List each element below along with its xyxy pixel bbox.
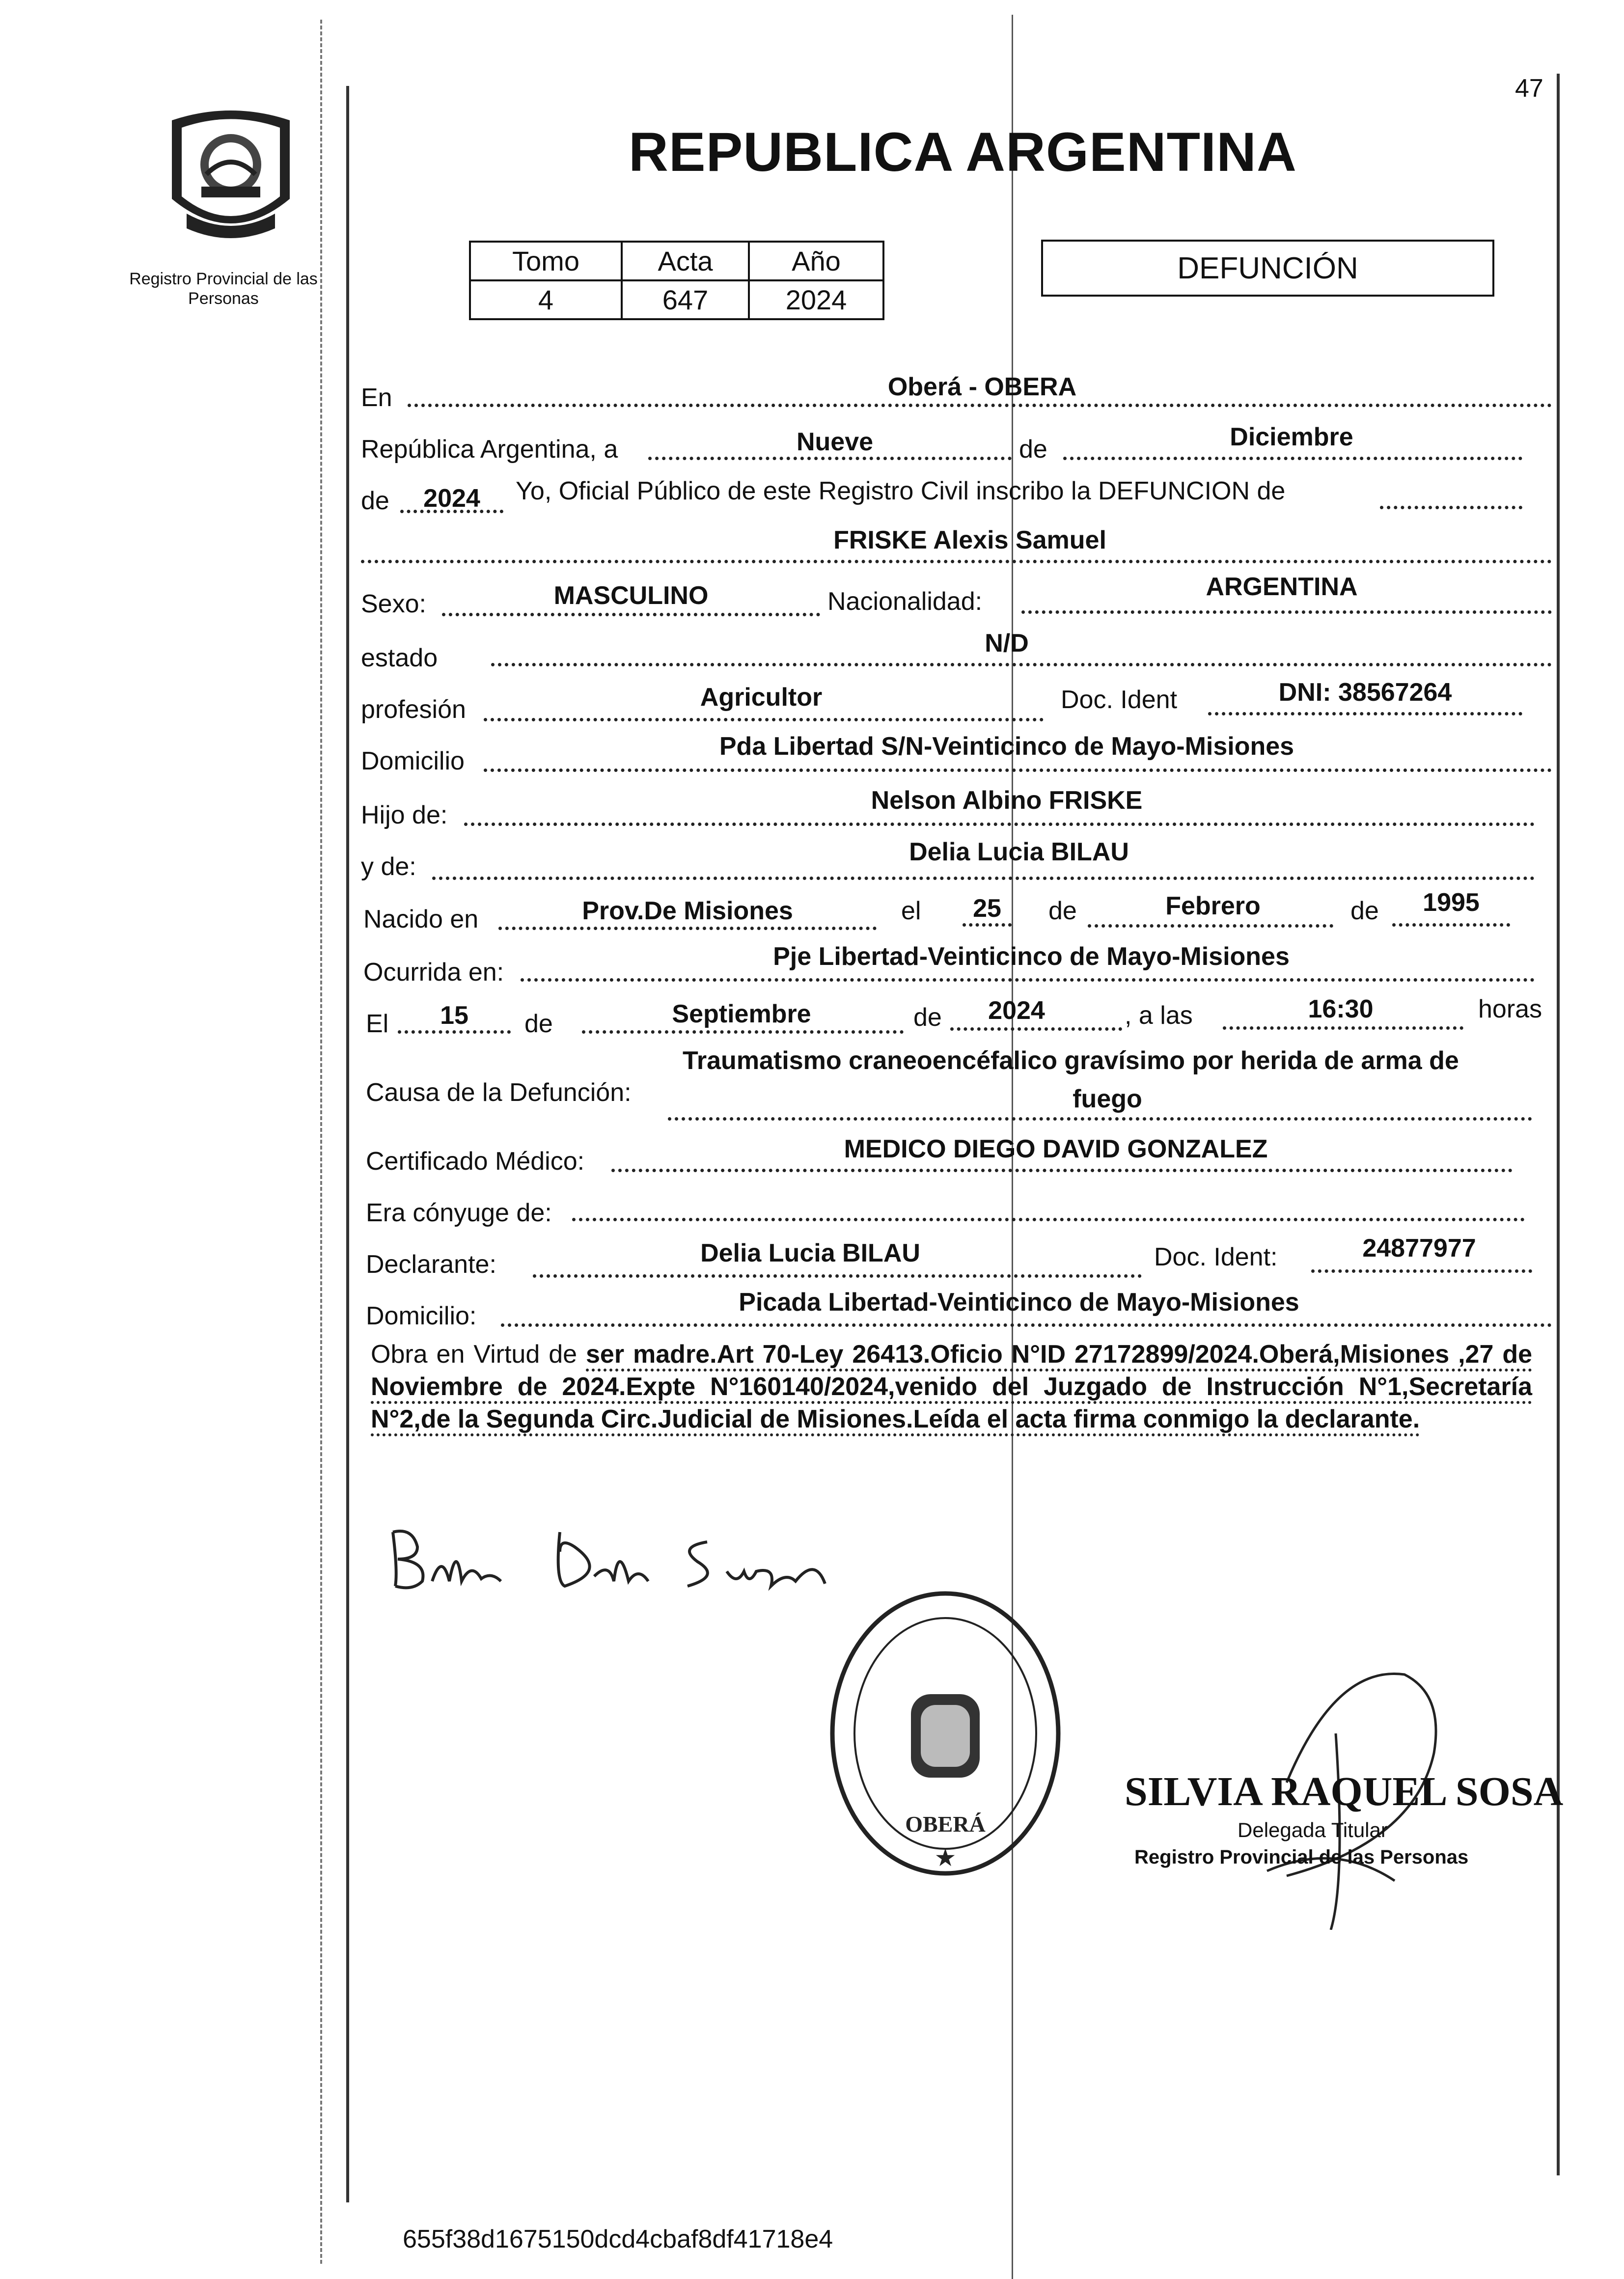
nac-mes-value: Febrero [1165, 892, 1261, 920]
label-nacido-en: Nacido en [363, 905, 479, 934]
dotline-ocurrida [521, 978, 1535, 982]
madre-value: Delia Lucia BILAU [909, 838, 1129, 866]
label-doc-ident-declarante: Doc. Ident: [1154, 1243, 1278, 1271]
dotline-nacionalidad [1021, 610, 1552, 614]
anio-value: 2024 [749, 280, 883, 319]
svg-text:OBERÁ: OBERÁ [905, 1812, 986, 1837]
dotline-conyuge [572, 1218, 1525, 1221]
dotline-def-mes [582, 1030, 904, 1034]
label-conyuge: Era cónyuge de: [366, 1199, 552, 1227]
dotline-causa [668, 1117, 1532, 1121]
right-margin-rule [1557, 74, 1560, 2175]
label-sexo: Sexo: [361, 590, 426, 618]
label-de-mes: de [1019, 435, 1047, 464]
label-horas: horas [1478, 995, 1542, 1023]
nac-anio-value: 1995 [1423, 888, 1480, 917]
dotline-nac-anio [1392, 923, 1510, 927]
dotline-nacido-en [498, 927, 877, 930]
declarante-domicilio-value: Picada Libertad-Veinticinco de Mayo-Misiones [739, 1288, 1299, 1317]
certificado-value: MEDICO DIEGO DAVID GONZALEZ [844, 1135, 1268, 1163]
profesion-value: Agricultor [700, 683, 823, 712]
label-en: En [361, 384, 392, 412]
label-de-anio: de [361, 487, 389, 515]
label-nac-de1: de [1048, 897, 1077, 925]
record-type-box: DEFUNCIÓN [1041, 240, 1494, 297]
acta-value: 647 [622, 280, 749, 319]
acta-header: Acta [622, 242, 749, 280]
nombre-value: FRISKE Alexis Samuel [833, 526, 1106, 554]
label-estado: estado [361, 644, 438, 672]
label-causa: Causa de la Defunción: [366, 1078, 632, 1107]
label-def-de2: de [913, 1003, 942, 1032]
province-seal-icon [152, 101, 309, 248]
dotline-def-anio [950, 1027, 1122, 1031]
anio-value-text: 2024 [423, 484, 480, 513]
anio-header: Año [749, 242, 883, 280]
dotline-profesion [484, 718, 1044, 721]
dia-value: Nueve [796, 428, 874, 456]
dotline-declarante [533, 1274, 1142, 1278]
left-dashed-rule [320, 20, 322, 2264]
registry-table [469, 241, 884, 320]
label-y-de: y de: [361, 852, 416, 881]
nacido-en-value: Prov.De Misiones [582, 897, 793, 925]
nacionalidad-value: ARGENTINA [1206, 573, 1358, 601]
label-certificado: Certificado Médico: [366, 1147, 585, 1176]
declarante-doc-value: 24877977 [1362, 1234, 1476, 1263]
dotline-estado [491, 663, 1552, 666]
observaciones [371, 1338, 1532, 1435]
label-republica: República Argentina, a [361, 435, 618, 464]
label-def-de1: de [524, 1010, 553, 1038]
padre-value: Nelson Albino FRISKE [871, 786, 1143, 815]
dotline-mes [1063, 457, 1522, 460]
tomo-value: 4 [470, 280, 622, 319]
official-role: Delegada Titular [1238, 1818, 1388, 1841]
declarant-signature [383, 1512, 854, 1611]
left-margin-rule [346, 86, 349, 2202]
page-number: 47 [1515, 74, 1543, 103]
registry-stamp [827, 1591, 1063, 1886]
dotline-madre [432, 877, 1535, 880]
official-name: SILVIA RAQUEL SOSA [1125, 1769, 1564, 1814]
label-yo-oficial: Yo, Oficial Público de este Registro Civil inscribo la DEFUNCION de [516, 477, 1286, 505]
label-el: El [366, 1010, 389, 1038]
label-nacionalidad: Nacionalidad: [827, 587, 983, 616]
dotline-nac-mes [1088, 924, 1333, 928]
tomo-header: Tomo [470, 242, 622, 280]
def-mes-value: Septiembre [672, 1000, 811, 1028]
dotline-def-dia [398, 1030, 511, 1034]
label-obra: Obra en Virtud de [371, 1340, 578, 1369]
label-declarante: Declarante: [366, 1250, 496, 1279]
label-domicilio-declarante: Domicilio: [366, 1302, 477, 1330]
observaciones-text: ser madre.Art 70-Ley 26413.Oficio N°ID 27172899/2024.Oberá,Misiones ,27 de Noviembre de 2024.Expte N°160140/2024,venido del Juzgado de Instrucción N°1,Secretaría N°2,de la Segunda Circ.Judicial de Misiones.Leída el acta firma conmigo la declarante. [371, 1340, 1532, 1436]
dotline-declarante-domicilio [501, 1323, 1552, 1327]
dni-value: DNI: 38567264 [1278, 678, 1452, 707]
label-domicilio: Domicilio [361, 747, 465, 775]
def-anio-value: 2024 [988, 996, 1045, 1025]
nac-dia-value: 25 [973, 894, 1001, 923]
dotline-padre [464, 823, 1535, 826]
causa-line1: Traumatismo craneoencéfalico gravísimo por herida de arma de [683, 1046, 1459, 1075]
def-hora-value: 16:30 [1308, 995, 1374, 1023]
causa-line2: fuego [1073, 1085, 1142, 1113]
dotline-sexo [442, 613, 820, 616]
dotline-domicilio [484, 769, 1552, 772]
def-dia-value: 15 [440, 1001, 468, 1030]
sexo-value: MASCULINO [553, 581, 709, 610]
label-nac-de2: de [1350, 897, 1379, 925]
ocurrida-en-value: Pje Libertad-Veinticinco de Mayo-Misiones [773, 942, 1290, 971]
page-title: REPUBLICA ARGENTINA [629, 121, 1297, 183]
dotline-certificado [611, 1169, 1513, 1172]
dotline-yo [1380, 506, 1522, 509]
label-a-las: , a las [1125, 1001, 1193, 1030]
dotline-declarante-doc [1311, 1269, 1532, 1273]
estado-value: N/D [985, 629, 1029, 658]
dotline-lugar [408, 404, 1552, 407]
official-org: Registro Provincial de las Personas [1134, 1846, 1469, 1868]
mes-value: Diciembre [1230, 423, 1353, 451]
svg-text:★: ★ [934, 1844, 957, 1871]
domicilio-value: Pda Libertad S/N-Veinticinco de Mayo-Misiones [719, 732, 1294, 761]
dotline-nac-dia [963, 923, 1012, 927]
declarante-value: Delia Lucia BILAU [700, 1239, 920, 1267]
document-hash: 655f38d1675150dcd4cbaf8df41718e4 [403, 2225, 833, 2253]
institution-name: Registro Provincial de las Personas [129, 270, 318, 308]
label-ocurrida-en: Ocurrida en: [363, 958, 504, 987]
label-nac-el: el [901, 897, 921, 925]
label-profesion: profesión [361, 695, 466, 724]
dotline-dia [648, 457, 1012, 460]
dotline-dni [1208, 712, 1522, 715]
dotline-nombre [361, 560, 1552, 563]
label-hijo-de: Hijo de: [361, 801, 448, 829]
lugar-value: Oberá - OBERA [887, 373, 1077, 401]
dotline-def-hora [1223, 1026, 1463, 1030]
label-doc-ident: Doc. Ident [1061, 686, 1178, 714]
